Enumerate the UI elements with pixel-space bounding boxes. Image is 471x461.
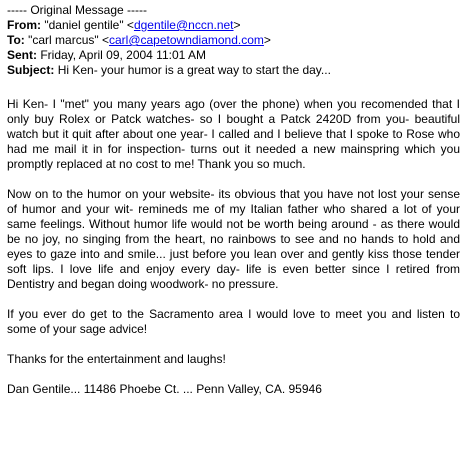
- original-message-separator: ----- Original Message -----: [7, 3, 148, 17]
- body-paragraph-2: Now on to the humor on your website- its obvious that you have not lost your sense of humor and your wit- remineds me of my Italian father who shared a lot of your same feelings. Without humor life would not be worth being around - as there would be no joy, no singing from the heart, no rainbows to see and no hands to hold and eyes to gaze into and smile... just before you lean over and gently kiss those tender soft lips. I love life and enjoy every day- life is even better since I retired from Dentistry and began doing woodwork- no pressure.: [7, 187, 460, 291]
- from-name: "daniel gentile": [44, 18, 124, 32]
- to-email-link[interactable]: carl@capetowndiamond.com: [108, 33, 264, 47]
- from-row: From: "daniel gentile" <dgentile@nccn.net>: [7, 18, 241, 32]
- subject-label: Subject:: [7, 63, 55, 77]
- subject-value: Hi Ken- your humor is a great way to start the day...: [57, 63, 331, 77]
- sent-row: [7, 48, 467, 63]
- email-body: [7, 97, 460, 397]
- sent-value: Friday, April 09, 2004 11:01 AM: [40, 48, 206, 62]
- from-email-link[interactable]: dgentile@nccn.net: [133, 18, 234, 32]
- email-header: [7, 3, 467, 78]
- to-row: To: "carl marcus" <carl@capetowndiamond.com>: [7, 33, 271, 47]
- to-label: To:: [7, 33, 25, 47]
- body-paragraph-1: Hi Ken- I "met" you many years ago (over the phone) when you recomended that I only buy Rolex or Patck watches- so I bought a Patck 2420D from you- beautiful watch but it quit after about one year- I called and I believe that I spoke to Rose who had me mail it in for inspection- turns out it needed a new mainspring which you promptly replaced at no cost to me! Thank you so much.: [7, 97, 460, 171]
- from-label: From:: [7, 18, 41, 32]
- sent-label: Sent:: [7, 48, 37, 62]
- to-name: "carl marcus": [28, 33, 99, 47]
- signature-line: Dan Gentile... 11486 Phoebe Ct. ... Penn Valley, CA. 95946: [7, 382, 322, 396]
- body-paragraph-4: Thanks for the entertainment and laughs!: [7, 352, 226, 366]
- body-paragraph-3: If you ever do get to the Sacramento area I would love to meet you and listen to some of your sage advice!: [7, 307, 460, 336]
- subject-row: [7, 63, 467, 78]
